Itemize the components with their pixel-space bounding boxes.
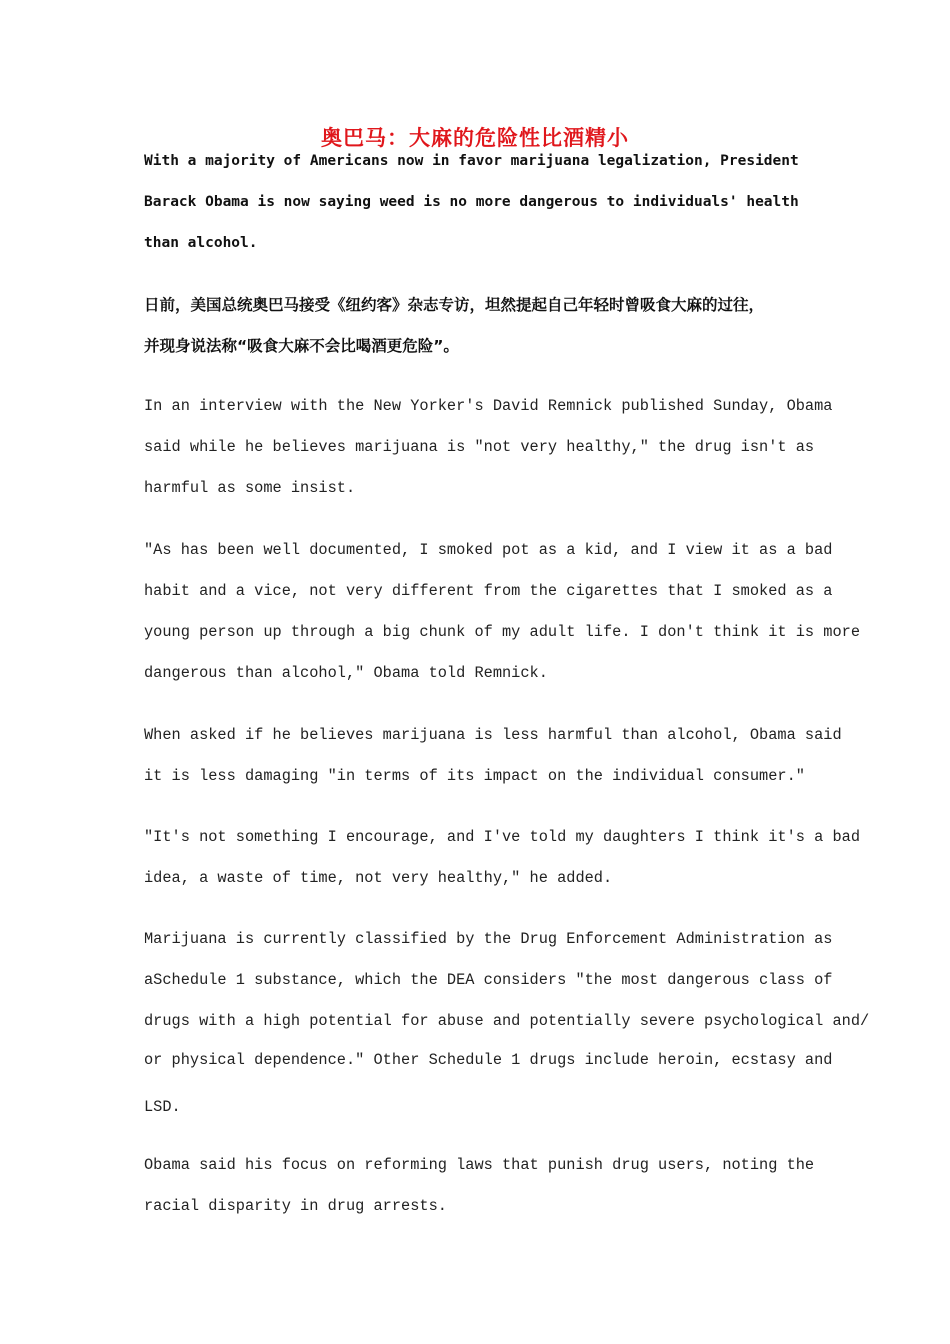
paragraph-line: aSchedule 1 substance, which the DEA considers "the most dangerous class of [144,971,833,989]
paragraph-line: young person up through a big chunk of my adult life. I don't think it is more [144,623,861,641]
paragraph-line: When asked if he believes marijuana is less harmful than alcohol, Obama said [144,726,842,744]
paragraph-schedule-1 [144,919,870,1128]
paragraph-line: LSD. [144,1098,181,1116]
paragraph-line: habit and a vice, not very different from the cigarettes that I smoked as a [144,582,833,600]
paragraph-focus [144,1145,814,1227]
chinese-summary [144,285,824,367]
paragraph-interview [144,386,833,509]
intro-line: Barack Obama is now saying weed is no more dangerous to individuals' health [144,194,799,210]
paragraph-daughters [144,817,861,899]
intro-line: than alcohol. [144,235,258,251]
paragraph-line: dangerous than alcohol," Obama told Remnick. [144,664,548,682]
intro-line: With a majority of Americans now in favor marijuana legalization, President [144,153,799,169]
chinese-line: 日前，美国总统奥巴马接受《纽约客》杂志专访，坦然提起自己年轻时曾吸食大麻的过往， [144,296,765,314]
paragraph-line: Obama said his focus on reforming laws that punish drug users, noting the [144,1156,815,1174]
english-intro [144,141,814,264]
paragraph-line: "As has been well documented, I smoked pot as a kid, and I view it as a bad [144,541,833,559]
paragraph-quote [144,530,861,694]
paragraph-less-harmful [144,715,842,797]
paragraph-line: said while he believes marijuana is "not very healthy," the drug isn't as [144,438,815,456]
paragraph-line: "It's not something I encourage, and I've told my daughters I think it's a bad [144,828,861,846]
paragraph-line: drugs with a high potential for abuse and potentially severe psychological and/ [144,1012,870,1030]
paragraph-line: Marijuana is currently classified by the Drug Enforcement Administration as [144,930,833,948]
paragraph-line: In an interview with the New Yorker's David Remnick published Sunday, Obama [144,397,833,415]
paragraph-line: racial disparity in drug arrests. [144,1197,447,1215]
paragraph-line: or physical dependence." Other Schedule 1 drugs include heroin, ecstasy and [144,1051,833,1069]
article-title: 奥巴马：大麻的危险性比酒精小 [321,126,629,150]
paragraph-line: it is less damaging "in terms of its impact on the individual consumer." [144,767,805,785]
paragraph-line: idea, a waste of time, not very healthy," he added. [144,869,613,887]
paragraph-line: harmful as some insist. [144,479,356,497]
chinese-line: 并现身说法称“吸食大麻不会比喝酒更危险”。 [144,337,459,355]
